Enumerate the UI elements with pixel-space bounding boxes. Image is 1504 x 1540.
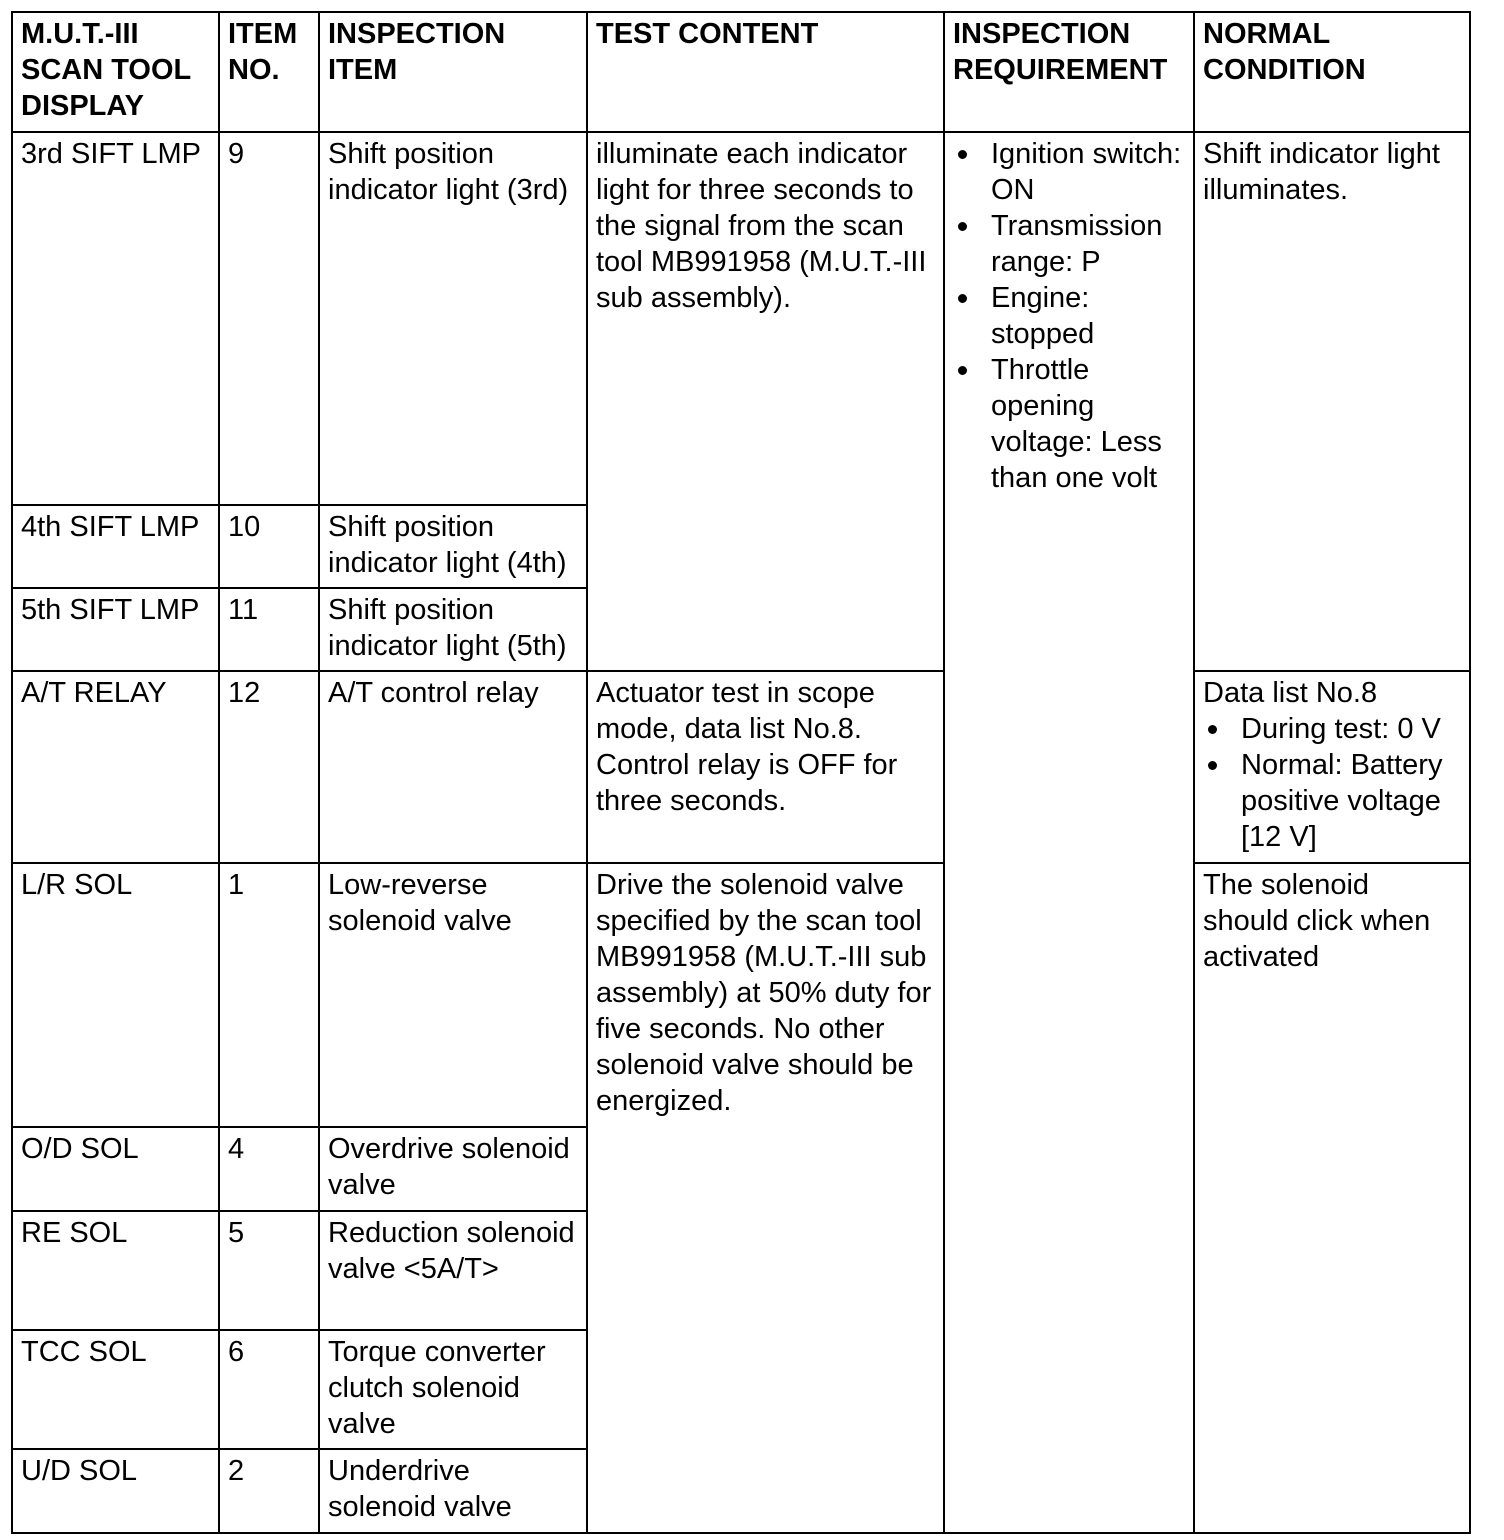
display-cell: 4th SIFT LMP	[12, 505, 219, 588]
inspection-requirement-cell	[944, 132, 1194, 1533]
display-cell: RE SOL	[12, 1211, 219, 1330]
test-content-lamps: illuminate each indicator light for three seconds to the signal from the scan tool MB991958 (M.U.T.-III sub assembly).	[587, 132, 944, 671]
inspection-item-cell: A/T control relay	[319, 671, 587, 863]
inspection-item-cell: Low-reverse solenoid valve	[319, 863, 587, 1127]
table-row	[12, 132, 1470, 505]
relay-data-list-title: Data list No.8	[1203, 677, 1378, 709]
item-no-cell: 6	[219, 1330, 319, 1449]
display-cell: A/T RELAY	[12, 671, 219, 863]
bullet-icon	[1208, 725, 1217, 734]
table-row	[12, 671, 1470, 863]
normal-condition-lamps: Shift indicator light illuminates.	[1194, 132, 1470, 671]
display-cell: 3rd SIFT LMP	[12, 132, 219, 505]
inspection-item-cell: Underdrive solenoid valve	[319, 1449, 587, 1533]
inspection-item-cell: Torque converter clutch solenoid valve	[319, 1330, 587, 1449]
inspection-item-cell: Shift position indicator light (3rd)	[319, 132, 587, 505]
header-inspection-item: INSPECTION ITEM	[319, 12, 587, 132]
display-cell: L/R SOL	[12, 863, 219, 1127]
bullet-icon	[1208, 761, 1217, 770]
bullet-icon	[958, 150, 967, 159]
inspection-item-cell: Shift position indicator light (4th)	[319, 505, 587, 588]
test-content-solenoids: Drive the solenoid valve specified by the scan tool MB991958 (M.U.T.-III sub assembly) at 50% duty for five seconds. No other solenoid valve should be energized.	[587, 863, 944, 1533]
bullet-icon	[958, 294, 967, 303]
relay-condition-list	[1203, 711, 1461, 855]
header-display: M.U.T.-III SCAN TOOL DISPLAY	[12, 12, 219, 132]
item-no-cell: 12	[219, 671, 319, 863]
inspection-item-cell: Reduction solenoid valve <5A/T>	[319, 1211, 587, 1330]
display-cell: O/D SOL	[12, 1127, 219, 1211]
header-test-content: TEST CONTENT	[587, 12, 944, 132]
table-row	[12, 863, 1470, 1127]
test-content-relay: Actuator test in scope mode, data list No.8. Control relay is OFF for three seconds.	[587, 671, 944, 863]
normal-condition-solenoids: The solenoid should click when activated	[1194, 863, 1470, 1533]
display-cell: U/D SOL	[12, 1449, 219, 1533]
bullet-icon	[958, 366, 967, 375]
header-item-no: ITEM NO.	[219, 12, 319, 132]
inspection-item-cell: Shift position indicator light (5th)	[319, 588, 587, 671]
display-cell: 5th SIFT LMP	[12, 588, 219, 671]
requirement-list	[953, 136, 1185, 496]
actuator-test-table	[11, 11, 1471, 1534]
requirement-item: Ignition switch: ON	[991, 136, 1185, 208]
item-no-cell: 5	[219, 1211, 319, 1330]
item-no-cell: 10	[219, 505, 319, 588]
item-no-cell: 11	[219, 588, 319, 671]
item-no-cell: 1	[219, 863, 319, 1127]
item-no-cell: 9	[219, 132, 319, 505]
header-row	[12, 12, 1470, 132]
requirement-item: Engine: stopped	[991, 280, 1185, 352]
relay-condition-item: Normal: Battery positive voltage [12 V]	[1241, 747, 1461, 855]
header-inspection-requirement: INSPECTION REQUIREMENT	[944, 12, 1194, 132]
inspection-item-cell: Overdrive solenoid valve	[319, 1127, 587, 1211]
relay-condition-item: During test: 0 V	[1241, 711, 1461, 747]
item-no-cell: 2	[219, 1449, 319, 1533]
item-no-cell: 4	[219, 1127, 319, 1211]
requirement-item: Throttle opening voltage: Less than one volt	[991, 352, 1185, 496]
bullet-icon	[958, 222, 967, 231]
requirement-item: Transmission range: P	[991, 208, 1185, 280]
display-cell: TCC SOL	[12, 1330, 219, 1449]
header-normal-condition: NORMAL CONDITION	[1194, 12, 1470, 132]
normal-condition-relay	[1194, 671, 1470, 863]
